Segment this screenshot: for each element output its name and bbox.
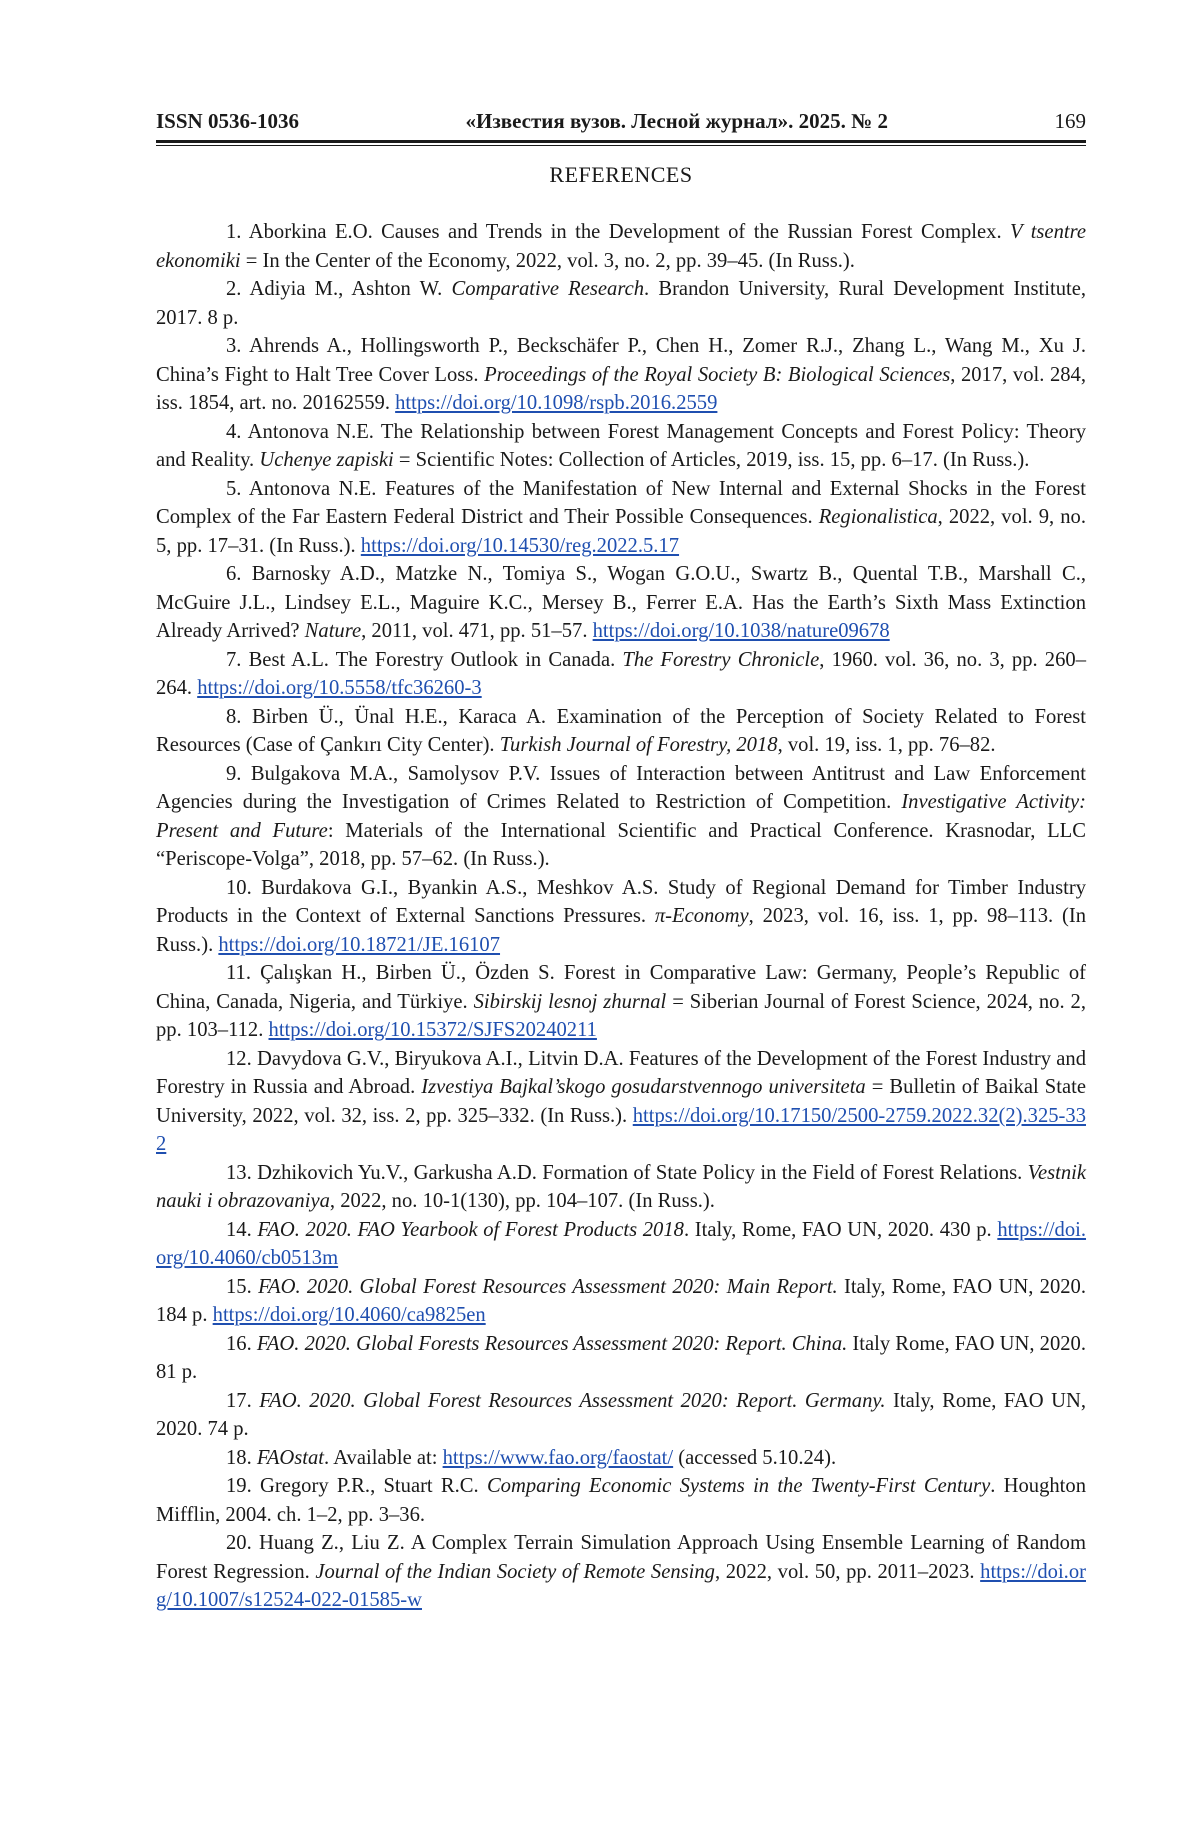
reference-details: , vol. 19, iss. 1, pp. 76–82. (778, 734, 996, 756)
doi-link[interactable]: https://doi.org/10.17150/2500-2759.2022.32(2).325-332 (156, 1105, 1086, 1156)
reference-details: . Brandon University, Rural Development Institute, 2017. 8 p. (156, 278, 1086, 329)
reference-text: 9. Bulgakova M.A., Samolysov P.V. Issues of Interaction between Antitrust and Law Enforcement Agencies during the Investigation of Crimes Related to Restriction of Competition. (156, 763, 1086, 814)
reference-item (156, 874, 1086, 960)
reference-item (156, 1387, 1086, 1444)
doi-link[interactable]: https://doi.org/10.15372/SJFS20240211 (269, 1019, 597, 1041)
reference-details: = Bulletin of Baikal State University, 2022, vol. 32, iss. 2, pp. 325–332. (In Russ.). (156, 1076, 1086, 1127)
reference-item (156, 646, 1086, 703)
reference-item (156, 1529, 1086, 1615)
reference-item (156, 760, 1086, 874)
reference-source-title: Proceedings of the Royal Society B: Biological Sciences (484, 364, 950, 386)
reference-source-title: Regionalistica (819, 506, 938, 528)
reference-text: 20. Huang Z., Liu Z. A Complex Terrain Simulation Approach Using Ensemble Learning of Random Forest Regression. (156, 1532, 1086, 1583)
reference-item (156, 275, 1086, 332)
reference-source-title: Vestnik nauki i obrazovaniya (156, 1162, 1086, 1213)
reference-item (156, 475, 1086, 561)
header-rule-thin (156, 145, 1086, 146)
doi-link[interactable]: https://doi.org/10.1007/s12524-022-01585-w (156, 1561, 1086, 1612)
reference-item (156, 1159, 1086, 1216)
reference-text: 18. (226, 1447, 257, 1469)
reference-details: = Scientific Notes: Collection of Articles, 2019, iss. 15, pp. 6–17. (In Russ.). (394, 449, 1030, 471)
reference-item (156, 1216, 1086, 1273)
reference-text: 12. Davydova G.V., Biryukova A.I., Litvin D.A. Features of the Development of the Forest Industry and Forestry in Russia and Abroad. (156, 1048, 1086, 1099)
doi-link[interactable]: https://www.fao.org/faostat/ (443, 1447, 674, 1469)
running-header (156, 108, 1086, 138)
reference-details: : Materials of the International Scientific and Practical Conference. Krasnodar, LLC “Periscope-Volga”, 2018, pp. 57–62. (In Russ.). (156, 820, 1086, 871)
reference-source-title: Uchenye zapiski (259, 449, 393, 471)
reference-item (156, 959, 1086, 1045)
journal-title: «Известия вузов. Лесной журнал». 2025. № 2 (465, 108, 887, 134)
issn: ISSN 0536-1036 (156, 108, 299, 134)
reference-source-title: V tsentre ekonomiki (156, 221, 1086, 272)
reference-text: 14. (226, 1219, 257, 1241)
reference-text: 3. Ahrends A., Hollingsworth P., Beckschäfer P., Chen H., Zomer R.J., Zhang L., Wang M., Xu J. China’s Fight to Halt Tree Cover Loss. (156, 335, 1086, 386)
reference-details: , 2011, vol. 471, pp. 51–57. (361, 620, 593, 642)
reference-text: 6. Barnosky A.D., Matzke N., Tomiya S., Wogan G.O.U., Swartz B., Quental T.B., Marshall C., McGuire J.L., Lindsey E.L., Maguire K.C., Mersey B., Ferrer E.A. Has the Earth’s Sixth Mass Extinction Already Arrived? (156, 563, 1086, 642)
reference-text: 17. (226, 1390, 259, 1412)
reference-text: 7. Best A.L. The Forestry Outlook in Canada. (226, 649, 622, 671)
reference-text: 16. (226, 1333, 257, 1355)
reference-source-title: Nature (305, 620, 361, 642)
reference-text: 19. Gregory P.R., Stuart R.C. (226, 1475, 487, 1497)
reference-source-title: FAOstat (257, 1447, 324, 1469)
reference-source-title: FAO. 2020. Global Forest Resources Assessment 2020: Report. Germany. (259, 1390, 885, 1412)
reference-item (156, 1444, 1086, 1473)
doi-link[interactable]: https://doi.org/10.4060/ca9825en (213, 1304, 486, 1326)
reference-text: 15. (226, 1276, 258, 1298)
reference-source-title: Investigative Activity: Present and Future (156, 791, 1086, 842)
reference-item (156, 1273, 1086, 1330)
reference-source-title: FAO. 2020. Global Forests Resources Assessment 2020: Report. China. (257, 1333, 847, 1355)
reference-source-title: Izvestiya Bajkal’skogo gosudarstvennogo universiteta (421, 1076, 865, 1098)
reference-source-title: FAO. 2020. Global Forest Resources Assessment 2020: Main Report. (258, 1276, 838, 1298)
reference-text: 11. Çalışkan H., Birben Ü., Özden S. Forest in Comparative Law: Germany, People’s Republic of China, Canada, Nigeria, and Türkiye. (156, 962, 1086, 1013)
reference-text: 2. Adiyia M., Ashton W. (226, 278, 451, 300)
reference-source-title: Journal of the Indian Society of Remote Sensing (315, 1561, 715, 1583)
reference-text: 13. Dzhikovich Yu.V., Garkusha A.D. Formation of State Policy in the Field of Forest Relations. (226, 1162, 1028, 1184)
reference-details: , 2022, no. 10-1(130), pp. 104–107. (In Russ.). (330, 1190, 715, 1212)
reference-text: 5. Antonova N.E. Features of the Manifestation of New Internal and External Shocks in the Forest Complex of the Far Eastern Federal District and Their Possible Consequences. (156, 478, 1086, 529)
reference-item (156, 1330, 1086, 1387)
reference-details: . Available at: (324, 1447, 443, 1469)
reference-details: . Houghton Mifflin, 2004. ch. 1–2, pp. 3–36. (156, 1475, 1086, 1526)
reference-item (156, 332, 1086, 418)
section-title: REFERENCES (156, 162, 1086, 188)
reference-source-title: The Forestry Chronicle (622, 649, 819, 671)
reference-tail: (accessed 5.10.24). (673, 1447, 836, 1469)
doi-link[interactable]: https://doi.org/10.1038/nature09678 (593, 620, 890, 642)
reference-details: , 2022, vol. 50, pp. 2011–2023. (715, 1561, 980, 1583)
reference-item (156, 218, 1086, 275)
reference-item (156, 560, 1086, 646)
reference-item (156, 1472, 1086, 1529)
reference-text: 4. Antonova N.E. The Relationship between Forest Management Concepts and Forest Policy: Theory and Reality. (156, 421, 1086, 472)
reference-text: 8. Birben Ü., Ünal H.E., Karaca A. Examination of the Perception of Society Related to Forest Resources (Case of Çankırı City Center). (156, 706, 1086, 757)
page-number: 169 (1055, 108, 1087, 134)
header-rule-thick (156, 140, 1086, 143)
reference-details: Italy, Rome, FAO UN, 2020. 184 p. (156, 1276, 1086, 1327)
reference-item (156, 418, 1086, 475)
reference-source-title: Sibirskij lesnoj zhurnal (474, 991, 667, 1013)
reference-text: 1. Aborkina E.O. Causes and Trends in the Development of the Russian Forest Complex. (226, 221, 1010, 243)
reference-item (156, 1045, 1086, 1159)
reference-details: Italy, Rome, FAO UN, 2020. 74 p. (156, 1390, 1086, 1441)
reference-source-title: Comparing Economic Systems in the Twenty-First Century (487, 1475, 990, 1497)
reference-details: , 1960. vol. 36, no. 3, pp. 260–264. (156, 649, 1086, 700)
reference-source-title: Turkish Journal of Forestry, 2018 (500, 734, 778, 756)
reference-details: , 2023, vol. 16, iss. 1, pp. 98–113. (In Russ.). (156, 905, 1086, 956)
reference-text: 10. Burdakova G.I., Byankin A.S., Meshkov A.S. Study of Regional Demand for Timber Industry Products in the Context of External Sanctions Pressures. (156, 877, 1086, 928)
reference-details: = Siberian Journal of Forest Science, 2024, no. 2, pp. 103–112. (156, 991, 1086, 1042)
reference-source-title: Comparative Research (451, 278, 644, 300)
doi-link[interactable]: https://doi.org/10.1098/rspb.2016.2559 (395, 392, 717, 414)
reference-details: Italy Rome, FAO UN, 2020. 81 p. (156, 1333, 1086, 1384)
doi-link[interactable]: https://doi.org/10.18721/JE.16107 (218, 934, 500, 956)
reference-source-title: FAO. 2020. FAO Yearbook of Forest Products 2018 (257, 1219, 684, 1241)
reference-details: . Italy, Rome, FAO UN, 2020. 430 p. (684, 1219, 997, 1241)
reference-details: , 2022, vol. 9, no. 5, pp. 17–31. (In Russ.). (156, 506, 1086, 557)
journal-page (156, 108, 1086, 1615)
reference-list (156, 218, 1086, 1615)
doi-link[interactable]: https://doi.org/10.4060/cb0513m (156, 1219, 1086, 1270)
doi-link[interactable]: https://doi.org/10.14530/reg.2022.5.17 (361, 535, 679, 557)
reference-item (156, 703, 1086, 760)
doi-link[interactable]: https://doi.org/10.5558/tfc36260-3 (197, 677, 482, 699)
reference-details: = In the Center of the Economy, 2022, vol. 3, no. 2, pp. 39–45. (In Russ.). (241, 250, 855, 272)
reference-details: , 2017, vol. 284, iss. 1854, art. no. 20162559. (156, 364, 1086, 415)
reference-source-title: π-Economy (655, 905, 749, 927)
